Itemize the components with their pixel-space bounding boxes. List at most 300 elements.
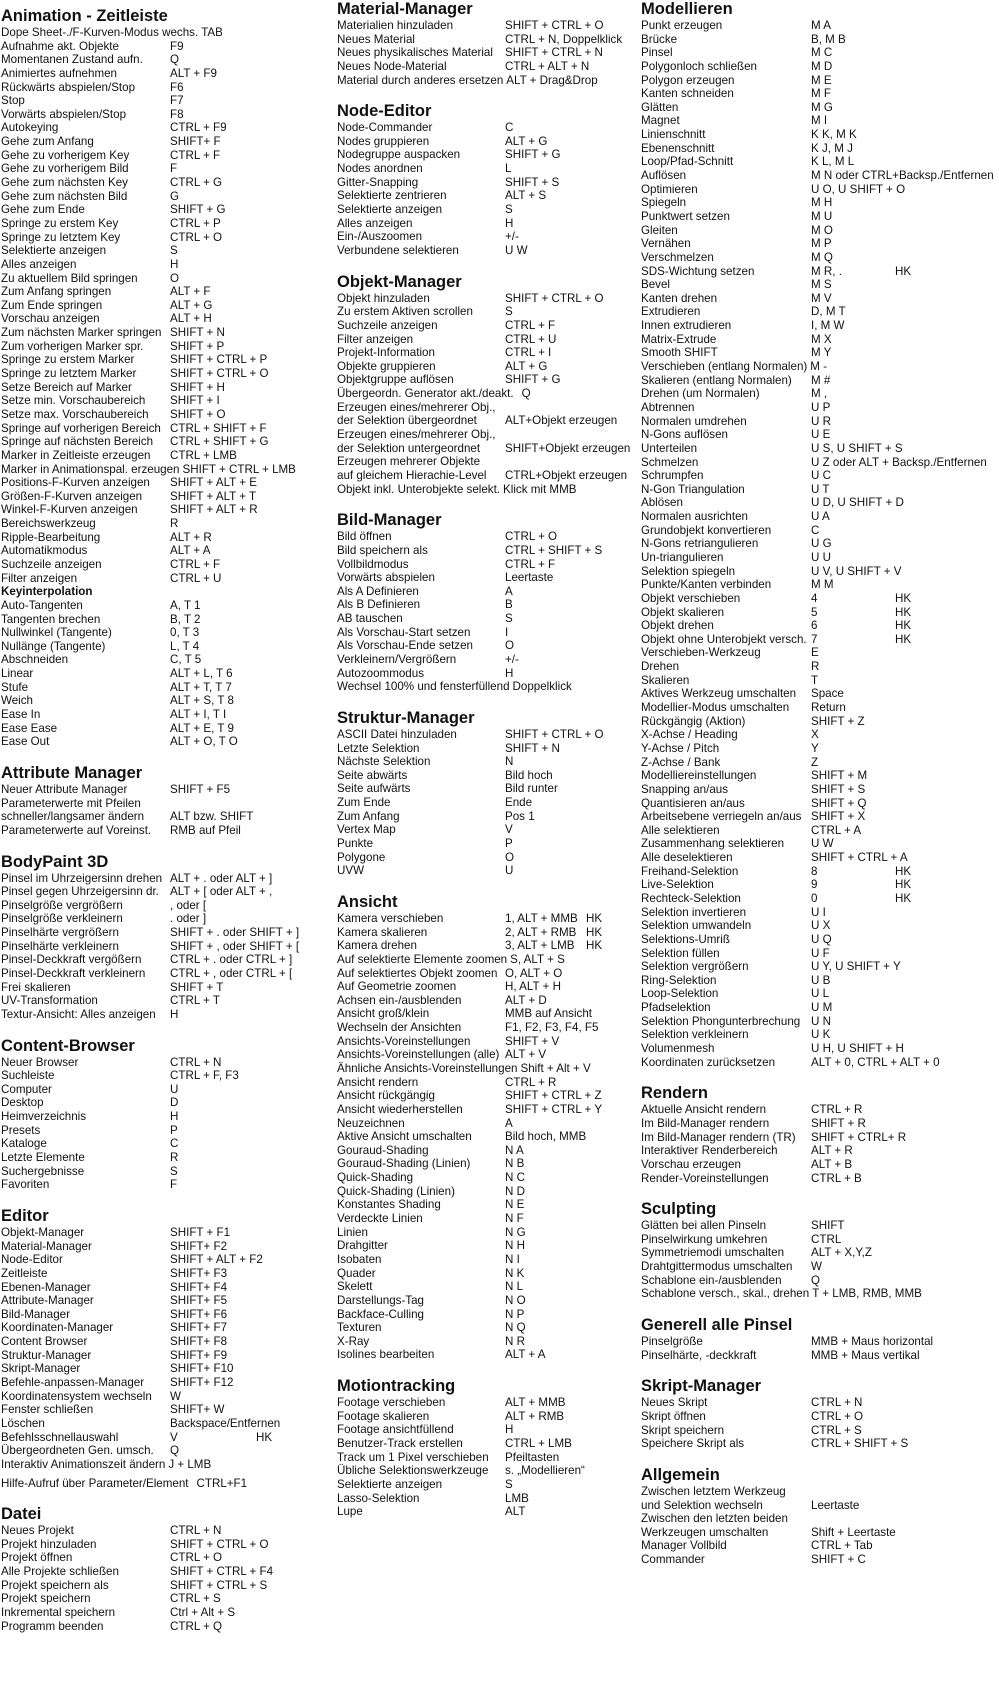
shortcut-row (1, 613, 331, 627)
hotkey-badge: HK (895, 264, 912, 278)
shortcut-action: Auflösen (641, 169, 687, 183)
shortcut-row (337, 823, 637, 837)
shortcut-action: Parameterwerte mit Pfeilen (1, 796, 141, 810)
shortcut-row (337, 19, 637, 33)
shortcut-row (337, 1185, 637, 1199)
shortcut-action: Keyinterpolation (1, 585, 93, 599)
shortcut-action: Symmetriemodi umschalten (641, 1246, 785, 1260)
shortcut-row (337, 953, 637, 967)
shortcut-keys: SHIFT + CTRL+ R (811, 1130, 907, 1144)
shortcut-row (337, 1239, 637, 1253)
shortcut-keys: SHIFT+ F (170, 135, 221, 149)
shortcut-row (1, 203, 331, 217)
shortcut-keys: SHIFT+ F10 (170, 1362, 234, 1376)
shortcut-action: Glätten bei allen Pinseln (641, 1219, 767, 1233)
shortcut-keys: T (811, 673, 819, 687)
shortcut-action: Material durch anderes ersetzen (337, 73, 504, 87)
shortcut-row (641, 824, 997, 838)
shortcut-action: Render-Voreinstellungen (641, 1171, 769, 1185)
shortcut-action: der Selektion übergeordnet (337, 414, 477, 428)
shortcut-keys: M H (811, 196, 833, 210)
shortcut-keys: N G (505, 1225, 526, 1239)
shortcut-keys: , oder [ (170, 898, 207, 912)
shortcut-row (337, 292, 637, 306)
shortcut-row (1, 640, 331, 654)
shortcut-keys: H (505, 1423, 514, 1437)
shortcut-row (641, 919, 997, 933)
shortcut-action: Quader (337, 1266, 376, 1280)
shortcut-row (1, 940, 331, 954)
shortcut-row (337, 1294, 637, 1308)
shortcut-keys: Q (811, 1273, 821, 1287)
shortcut-row (641, 674, 997, 688)
shortcut-row (641, 19, 997, 33)
shortcut-row (1, 435, 331, 449)
shortcut-keys: M U (811, 209, 833, 223)
shortcut-row (1, 1096, 331, 1110)
shortcut-action: Stufe (1, 680, 29, 694)
shortcut-action: Favoriten (1, 1178, 50, 1192)
shortcut-keys: ALT + E, T 9 (170, 721, 234, 735)
shortcut-row (337, 1410, 637, 1424)
shortcut-action: Pinselhärte vergrößern (1, 926, 119, 940)
shortcut-keys: CTRL + G (170, 176, 223, 190)
shortcut-action: Nodegruppe auspacken (337, 148, 461, 162)
shortcut-keys: M R, . (811, 264, 842, 278)
shortcut-row (337, 387, 637, 401)
shortcut-keys: 8 (811, 864, 818, 878)
shortcut-keys: N Q (505, 1321, 526, 1335)
shortcut-action: Stop (1, 94, 25, 108)
shortcut-row (337, 1321, 637, 1335)
shortcut-keys: SHIFT + CTRL + S (170, 1578, 268, 1592)
shortcut-action: Rechteck-Selektion (641, 892, 741, 905)
shortcut-action: Desktop (1, 1096, 44, 1110)
section-title: Motiontracking (337, 1377, 456, 1396)
shortcut-row (1, 94, 331, 108)
shortcut-action: Vollbildmodus (337, 557, 409, 571)
shortcut-action: Kamera verschieben (337, 911, 444, 925)
column-left (1, 7, 331, 1648)
shortcut-keys: Doppelklick (512, 680, 572, 694)
shortcut-row (1, 912, 331, 926)
shortcut-row (337, 1089, 637, 1103)
shortcut-row (641, 169, 997, 183)
shortcut-keys: N E (505, 1198, 525, 1212)
section-title: Objekt-Manager (337, 272, 462, 291)
shortcut-row (337, 1226, 637, 1240)
shortcut-action: Verschieben-Werkzeug (641, 646, 761, 660)
shortcut-action: Zum Ende springen (1, 298, 103, 312)
shortcut-action: Projekt öffnen (1, 1551, 73, 1565)
shortcut-keys: CTRL + SHIFT + G (170, 435, 269, 449)
shortcut-row (641, 74, 997, 88)
shortcut-keys: ALT + X,Y,Z (811, 1246, 872, 1260)
shortcut-keys: M V (811, 291, 832, 305)
shortcut-action: Dope Sheet-./F-Kurven-Modus wechs. (1, 26, 199, 39)
shortcut-row (1, 1253, 331, 1267)
section-title: Datei (1, 1505, 42, 1524)
shortcut-row (337, 967, 637, 981)
shortcut-row (337, 189, 637, 203)
shortcut-keys: B (505, 598, 513, 612)
shortcut-row (337, 1021, 637, 1035)
shortcut-row (1, 244, 331, 258)
shortcut-row (641, 1485, 997, 1499)
shortcut-keys: A (505, 584, 513, 598)
shortcut-action: Suchzeile anzeigen (337, 318, 438, 332)
shortcut-keys: SHIFT+ F7 (170, 1321, 228, 1335)
shortcut-keys: CTRL + R (505, 1075, 557, 1089)
shortcut-action: Struktur-Manager (1, 1348, 92, 1362)
shortcut-action: Isolines bearbeiten (337, 1348, 435, 1362)
shortcut-keys: 2, ALT + RMB (505, 925, 577, 939)
shortcut-action: Animiertes aufnehmen (1, 66, 117, 80)
shortcut-keys: ALT + G (505, 359, 548, 373)
shortcut-keys: SHIFT+ F5 (170, 1294, 228, 1308)
shortcut-row (1, 926, 331, 940)
shortcut-keys: S (505, 1477, 513, 1491)
shortcut-keys: SHIFT + I (170, 394, 220, 408)
shortcut-row (337, 1492, 637, 1506)
shortcut-row (641, 701, 997, 715)
shortcut-action: N-Gon Triangulation (641, 482, 745, 496)
shortcut-row (337, 1144, 637, 1158)
shortcut-keys: Bild hoch, MMB (505, 1130, 587, 1144)
shortcut-keys: M # (811, 373, 831, 387)
shortcut-keys: SHIFT (811, 1219, 845, 1233)
shortcut-action: Attribute-Manager (1, 1294, 94, 1308)
shortcut-keys: SHIFT + X (811, 810, 866, 824)
shortcut-keys: P (505, 837, 513, 851)
shortcut-action: Suchleiste (1, 1069, 55, 1083)
shortcut-action: Als Vorschau-Start setzen (337, 625, 471, 639)
shortcut-action: Ansicht groß/klein (337, 1007, 430, 1021)
shortcut-action: Interaktiv Animationszeit ändern (1, 1457, 166, 1471)
shortcut-row (1, 572, 331, 586)
shortcut-row (1, 1376, 331, 1390)
shortcut-keys: ALT + . oder ALT + ] (170, 871, 273, 885)
shortcut-action: Löschen (1, 1416, 45, 1430)
shortcut-action: Übliche Selektionswerkzeuge (337, 1464, 489, 1478)
shortcut-row (1, 190, 331, 204)
shortcut-section (337, 0, 637, 87)
shortcut-keys: M Q (811, 250, 833, 264)
shortcut-row (641, 1526, 997, 1540)
shortcut-keys: A (505, 1116, 513, 1130)
shortcut-row (1, 872, 331, 886)
shortcut-keys: K L, M L (811, 155, 855, 169)
hotkey-badge: HK (895, 892, 912, 905)
shortcut-row (641, 865, 997, 879)
shortcut-keys: CTRL + R (811, 1103, 863, 1117)
shortcut-row (1, 272, 331, 286)
shortcut-row (1, 599, 331, 613)
shortcut-keys: S (505, 305, 513, 319)
shortcut-row (1, 1390, 331, 1404)
column-right (641, 0, 997, 1582)
shortcut-keys: SHIFT + N (505, 741, 560, 755)
shortcut-action: Tangenten brechen (1, 612, 101, 626)
shortcut-action: Selektion invertieren (641, 905, 747, 919)
shortcut-keys: N K (505, 1266, 525, 1280)
shortcut-keys: Ctrl + Alt + S (170, 1605, 236, 1619)
shortcut-action: der Selektion untergeordnet (337, 441, 481, 455)
shortcut-keys: 0 (811, 892, 818, 905)
shortcut-keys: M M (811, 578, 834, 592)
shortcut-row (1, 1083, 331, 1097)
shortcut-keys: SHIFT + CTRL + O (505, 291, 604, 305)
shortcut-row (1, 797, 331, 811)
shortcut-row (1, 299, 331, 313)
shortcut-keys: U (170, 1082, 179, 1096)
shortcut-keys: Z (811, 755, 819, 769)
shortcut-row (1, 353, 331, 367)
shortcut-keys: M Y (811, 346, 832, 360)
shortcut-row (641, 1172, 997, 1186)
shortcut-row (641, 251, 997, 265)
shortcut-row (1, 810, 331, 824)
shortcut-row (337, 1335, 637, 1349)
shortcut-keys: N R (505, 1334, 525, 1348)
shortcut-keys: U U (811, 550, 831, 564)
shortcut-keys: CTRL + T (170, 994, 220, 1008)
shortcut-row (1, 694, 331, 708)
shortcut-row (1, 1294, 331, 1308)
shortcut-row (337, 176, 637, 190)
shortcut-row (1, 953, 331, 967)
shortcut-keys: Klick mit MMB (503, 482, 577, 496)
hotkey-badge: HK (895, 864, 912, 878)
shortcut-action: Neuer Attribute Manager (1, 782, 128, 796)
shortcut-row (337, 121, 637, 135)
shortcut-keys: E (811, 646, 819, 660)
shortcut-keys: U V, U SHIFT + V (811, 564, 902, 578)
shortcut-row (641, 114, 997, 128)
shortcut-keys: SHIFT + N (170, 326, 225, 340)
hotkey-badge: HK (895, 619, 912, 633)
shortcut-action: Springe zu letztem Marker (1, 367, 137, 381)
shortcut-row (337, 1396, 637, 1410)
shortcut-row (641, 319, 997, 333)
shortcut-section (337, 511, 637, 694)
shortcut-action: Programm beenden (1, 1619, 104, 1633)
shortcut-row (1, 1362, 331, 1376)
shortcut-keys: H (170, 257, 179, 271)
shortcut-action: Objektgruppe auflösen (337, 373, 454, 387)
shortcut-row (641, 1410, 997, 1424)
shortcut-row (1, 1321, 331, 1335)
shortcut-action: Als A Definieren (337, 584, 419, 598)
shortcut-row (337, 939, 637, 953)
shortcut-row (641, 387, 997, 401)
shortcut-action: Selektierte anzeigen (337, 1477, 443, 1491)
shortcut-row (1, 1458, 331, 1472)
shortcut-row (1, 1538, 331, 1552)
shortcut-action: Ein-/Auszoomen (337, 230, 423, 244)
shortcut-keys: O (170, 271, 180, 285)
shortcut-keys: SHIFT + CTRL + A (811, 851, 908, 865)
shortcut-action: Winkel-F-Kurven anzeigen (1, 503, 138, 517)
shortcut-keys: SHIFT + H (170, 380, 225, 394)
shortcut-action: Punkte (337, 837, 374, 851)
shortcut-keys: SHIFT + F5 (170, 782, 231, 796)
section-title: Editor (1, 1206, 49, 1225)
shortcut-action: Schablone versch., skal., drehen (641, 1287, 810, 1301)
shortcut-action: Zum nächsten Marker springen (1, 326, 162, 340)
shortcut-keys: ALT + S, T 8 (170, 694, 234, 708)
shortcut-keys: SHIFT + CTRL + P (170, 353, 268, 367)
section-title: Animation - Zeitleiste (1, 7, 168, 25)
shortcut-keys: H (170, 1007, 179, 1021)
shortcut-action: Vorwärts abspielen (337, 571, 435, 585)
shortcut-keys: R (170, 1151, 179, 1165)
shortcut-action: AB tauschen (337, 612, 403, 626)
shortcut-row (337, 680, 637, 694)
shortcut-action: Objekte gruppieren (337, 359, 436, 373)
hotkey-badge: HK (895, 591, 912, 605)
shortcut-action: Autokeying (1, 121, 59, 135)
shortcut-row (337, 626, 637, 640)
shortcut-row (337, 926, 637, 940)
shortcut-action: Selektion spiegeln (641, 564, 736, 578)
shortcut-action: SDS-Wichtung setzen (641, 264, 755, 278)
shortcut-keys: W (811, 1260, 822, 1274)
shortcut-keys: Bild runter (505, 782, 558, 796)
shortcut-keys: CTRL + P (170, 216, 221, 230)
shortcut-row (337, 810, 637, 824)
shortcut-row (1, 1056, 331, 1070)
shortcut-action: Zu erstem Aktiven scrollen (337, 305, 473, 319)
shortcut-keys: M - (810, 360, 828, 374)
shortcut-row (641, 960, 997, 974)
shortcut-row (1, 231, 331, 245)
shortcut-action: Kanten schneiden (641, 87, 734, 101)
shortcut-keys: MMB + Maus horizontal (811, 1335, 934, 1349)
shortcut-keys: U M (811, 1001, 833, 1015)
shortcut-row (337, 796, 637, 810)
shortcut-row (337, 530, 637, 544)
shortcut-keys: Leertaste (505, 571, 554, 585)
shortcut-keys: 1, ALT + MMB (505, 911, 578, 925)
shortcut-row (337, 1212, 637, 1226)
shortcut-action: Rückwärts abspielen/Stop (1, 80, 136, 94)
shortcut-row (1, 1565, 331, 1579)
shortcut-action: Aufnahme akt. Objekte (1, 39, 119, 53)
shortcut-row (337, 1076, 637, 1090)
shortcut-action: Werkzeugen umschalten (641, 1525, 769, 1539)
shortcut-keys: J + LMB (168, 1457, 212, 1471)
shortcut-keys: SHIFT + CTRL + Y (505, 1102, 603, 1116)
shortcut-keys: CTRL + N (170, 1524, 222, 1538)
shortcut-keys: U L (811, 987, 830, 1001)
shortcut-action: Achsen ein-/ausblenden (337, 993, 462, 1007)
shortcut-action: Z-Achse / Bank (641, 755, 721, 769)
shortcut-keys: U (505, 864, 514, 878)
shortcut-row (641, 756, 997, 770)
shortcut-keys: H (505, 666, 514, 680)
shortcut-row (337, 469, 637, 483)
shortcut-action: Koordinatensystem wechseln (1, 1389, 152, 1403)
shortcut-action: ASCII Datei hinzuladen (337, 727, 457, 741)
hotkey-badge: HK (586, 925, 603, 939)
shortcut-keys: Ende (505, 796, 533, 810)
shortcut-row (641, 524, 997, 538)
shortcut-keys: +/- (505, 652, 519, 666)
shortcut-action: Pinselgröße vergrößern (1, 898, 123, 912)
shortcut-row (1, 1178, 331, 1192)
shortcut-row (641, 1233, 997, 1247)
shortcut-action: Selektions-Umriß (641, 932, 730, 946)
shortcut-keys: B, M B (811, 32, 846, 46)
shortcut-action: Zum Anfang springen (1, 285, 112, 299)
shortcut-keys: ALT + F9 (170, 66, 217, 80)
shortcut-row (641, 551, 997, 565)
shortcut-row (337, 244, 637, 258)
shortcut-keys: N P (505, 1307, 525, 1321)
shortcut-keys: SHIFT+ W (170, 1403, 225, 1417)
shortcut-action: Interaktiver Renderbereich (641, 1144, 778, 1158)
shortcut-keys: N B (505, 1157, 525, 1171)
shortcut-row (1, 1267, 331, 1281)
shortcut-keys: L (505, 162, 512, 176)
shortcut-keys: 6 (811, 619, 818, 633)
shortcut-action: Ring-Selektion (641, 973, 717, 987)
shortcut-action: Skript speichern (641, 1423, 725, 1437)
shortcut-action: Materialien hinzuladen (337, 19, 454, 32)
shortcut-row (641, 1287, 997, 1301)
shortcut-action: Pinselgröße (641, 1335, 703, 1349)
shortcut-row (337, 33, 637, 47)
shortcut-keys: U S, U SHIFT + S (811, 441, 903, 455)
section-title: Attribute Manager (1, 763, 143, 782)
shortcut-keys: ALT + I, T I (170, 708, 227, 722)
shortcut-row (641, 892, 997, 906)
shortcut-action: Zeitleiste (1, 1266, 48, 1280)
shortcut-action: Im Bild-Manager rendern (TR) (641, 1130, 796, 1144)
column-middle (337, 0, 637, 1534)
shortcut-section (337, 102, 637, 257)
shortcut-keys: SHIFT + G (505, 148, 561, 162)
shortcut-action: Verschmelzen (641, 250, 714, 264)
shortcut-row (641, 155, 997, 169)
shortcut-action: Frei skalieren (1, 980, 71, 994)
shortcut-action: Springe zu erstem Key (1, 216, 119, 230)
shortcut-keys: U B (811, 973, 831, 987)
shortcut-action: Schablone ein-/ausblenden (641, 1273, 782, 1287)
shortcut-action: Selektierte anzeigen (337, 203, 443, 217)
shortcut-row (1, 558, 331, 572)
shortcut-row (641, 783, 997, 797)
shortcut-row (641, 1246, 997, 1260)
shortcut-action: Objekt verschieben (641, 591, 741, 605)
shortcut-row (337, 782, 637, 796)
shortcut-row (337, 162, 637, 176)
shortcut-action: Setze Bereich auf Marker (1, 380, 132, 394)
shortcut-keys: T + LMB, RMB, MMB (812, 1287, 922, 1301)
shortcut-action: Punktwert setzen (641, 209, 730, 223)
shortcut-keys: S (505, 203, 513, 217)
shortcut-section (641, 1200, 997, 1301)
shortcut-keys: SHIFT + CTRL + O (505, 19, 604, 32)
shortcut-keys: ALT + B (811, 1157, 853, 1171)
shortcut-action: Content Browser (1, 1335, 88, 1349)
shortcut-row (1, 67, 331, 81)
shortcut-keys: CTRL + N, Doppelklick (505, 32, 623, 46)
shortcut-action: Ease In (1, 708, 41, 722)
shortcut-keys: SHIFT + Q (811, 796, 867, 810)
shortcut-row (337, 1423, 637, 1437)
